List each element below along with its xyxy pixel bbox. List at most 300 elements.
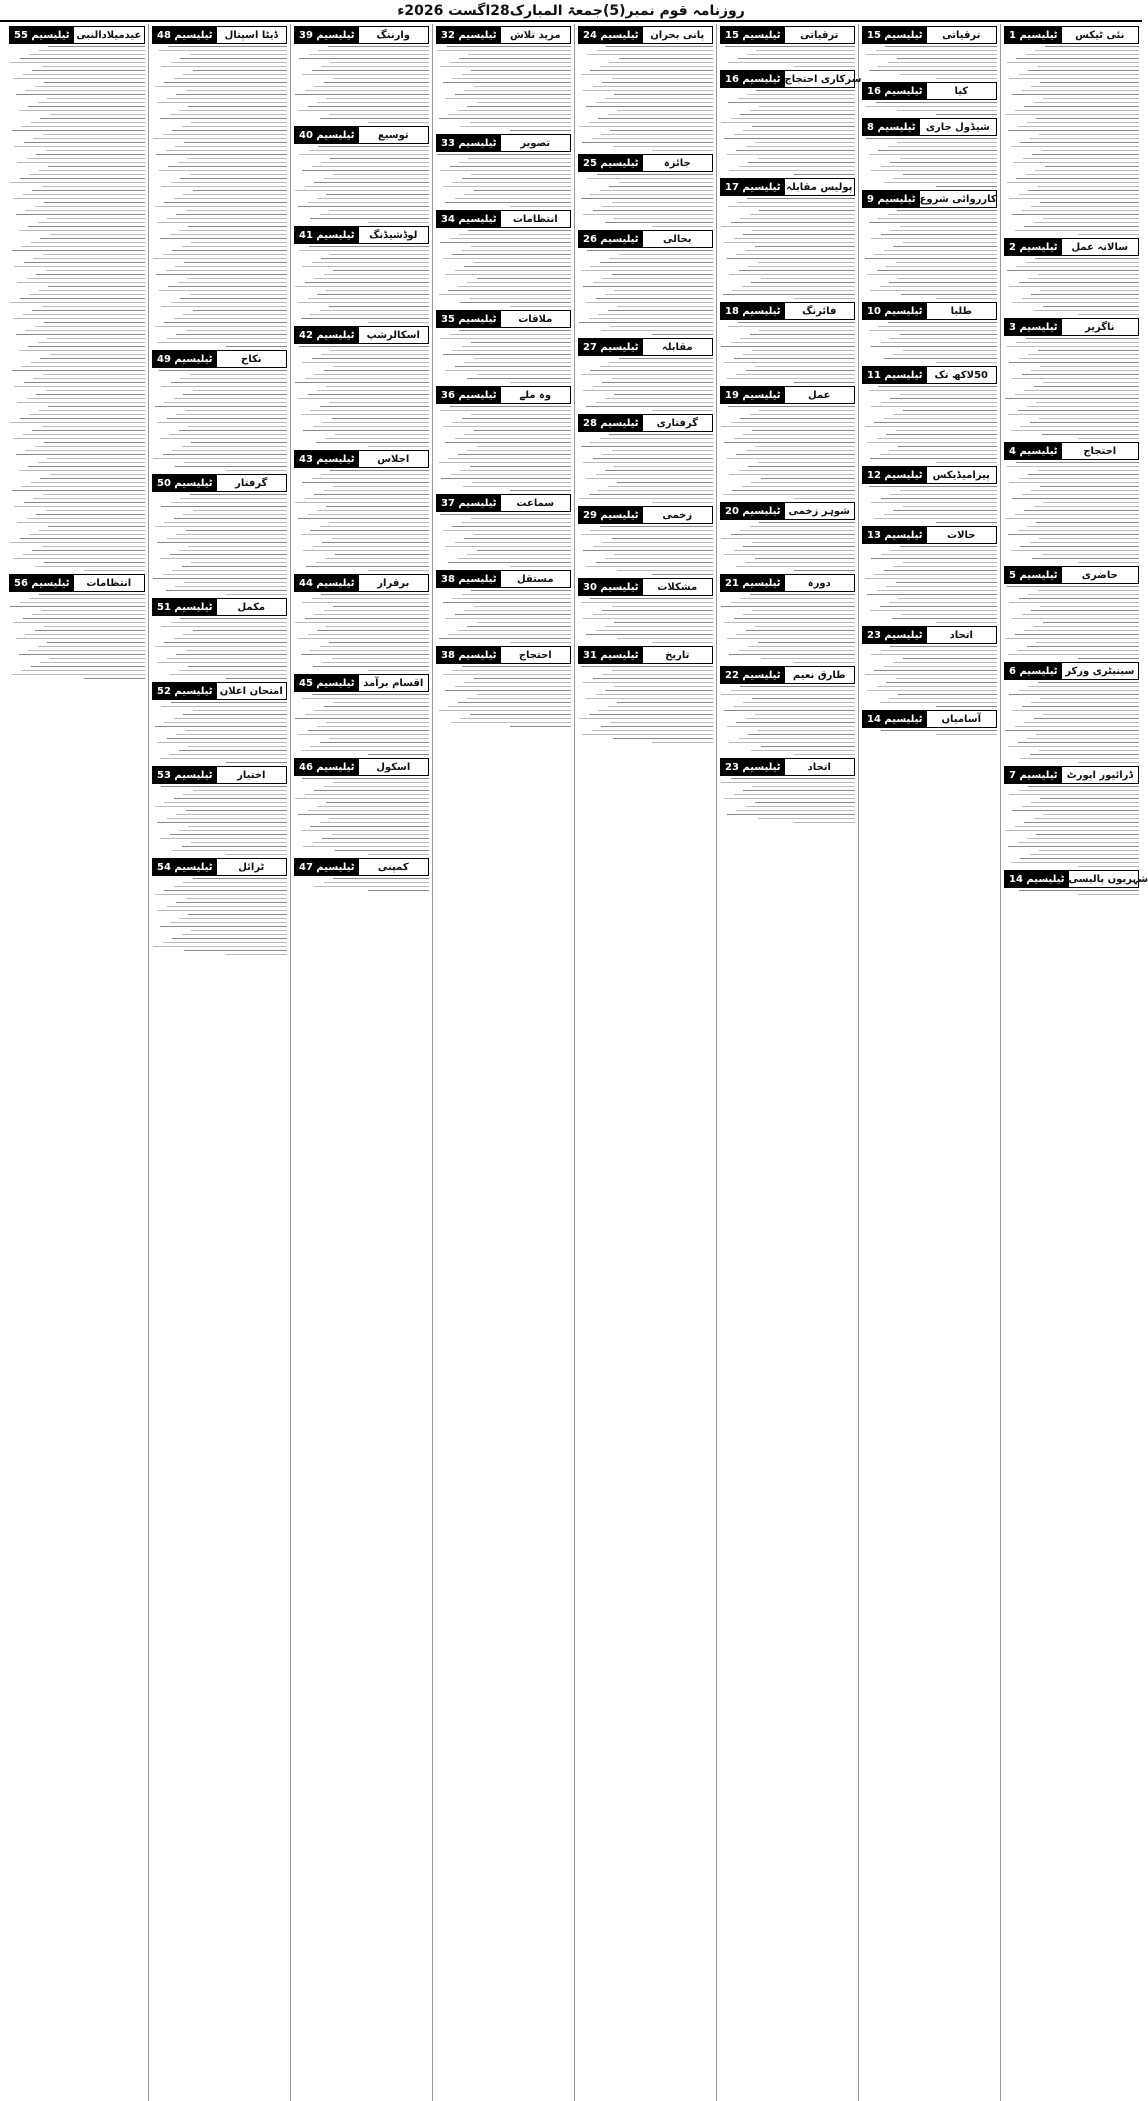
text-line bbox=[329, 642, 429, 643]
brief-body-text bbox=[720, 406, 855, 499]
text-line bbox=[320, 646, 429, 647]
text-line bbox=[1009, 482, 1139, 483]
brief-header bbox=[436, 310, 571, 328]
text-line bbox=[1018, 742, 1140, 743]
text-line bbox=[477, 374, 572, 375]
text-line bbox=[310, 530, 429, 531]
brief-number-tag: ٹیلیسیم 4 bbox=[1005, 443, 1062, 459]
brief-headline: شوہر زخمی bbox=[788, 505, 850, 517]
text-line bbox=[865, 578, 997, 579]
text-line bbox=[652, 642, 713, 643]
brief-headline: برقرار bbox=[377, 577, 410, 589]
text-line bbox=[301, 318, 429, 319]
brief-body-text bbox=[578, 526, 713, 575]
text-line bbox=[586, 698, 713, 699]
brief-body-text bbox=[720, 594, 855, 663]
text-line bbox=[322, 662, 429, 663]
text-line bbox=[898, 278, 997, 279]
text-line bbox=[182, 846, 287, 847]
text-line bbox=[794, 662, 855, 663]
text-line bbox=[166, 270, 288, 271]
text-line bbox=[869, 222, 997, 223]
brief-body-text bbox=[294, 46, 429, 123]
text-line bbox=[589, 122, 713, 123]
text-line bbox=[740, 686, 855, 687]
brief-headline: عمل bbox=[808, 389, 831, 401]
text-line bbox=[893, 354, 997, 355]
brief-header bbox=[862, 626, 997, 644]
brief-body-text bbox=[152, 878, 287, 955]
text-line bbox=[871, 346, 997, 347]
text-line bbox=[171, 302, 287, 303]
text-line bbox=[448, 290, 571, 291]
text-line bbox=[175, 146, 287, 147]
text-line bbox=[314, 182, 429, 183]
brief-header bbox=[436, 210, 571, 228]
text-line bbox=[761, 658, 856, 659]
text-line bbox=[586, 634, 713, 635]
text-line bbox=[600, 190, 713, 191]
text-line bbox=[172, 850, 287, 851]
text-line bbox=[613, 738, 713, 739]
text-line bbox=[17, 522, 145, 523]
text-line bbox=[164, 402, 287, 403]
brief-number-tag: ٹیلیسیم 40 bbox=[295, 127, 359, 143]
text-line bbox=[746, 250, 855, 251]
text-line bbox=[1038, 274, 1139, 275]
text-line bbox=[452, 78, 571, 79]
text-line bbox=[1043, 382, 1139, 383]
text-line bbox=[1024, 722, 1139, 723]
text-line bbox=[1009, 362, 1139, 363]
text-line bbox=[743, 354, 855, 355]
text-line bbox=[586, 406, 713, 407]
text-line bbox=[652, 502, 713, 503]
text-line bbox=[458, 558, 571, 559]
text-line bbox=[176, 654, 287, 655]
text-line bbox=[612, 606, 713, 607]
text-line bbox=[1043, 502, 1139, 503]
text-line bbox=[368, 222, 429, 223]
text-line bbox=[510, 382, 571, 383]
news-column bbox=[1000, 24, 1148, 2101]
text-line bbox=[174, 518, 287, 519]
text-line bbox=[759, 210, 855, 211]
text-line bbox=[724, 138, 855, 139]
text-line bbox=[326, 802, 429, 803]
text-line bbox=[178, 282, 287, 283]
text-line bbox=[471, 70, 571, 71]
text-line bbox=[1036, 642, 1139, 643]
text-line bbox=[20, 58, 145, 59]
text-line bbox=[884, 250, 997, 251]
text-line bbox=[593, 546, 713, 547]
text-line bbox=[176, 814, 287, 815]
text-line bbox=[869, 154, 997, 155]
text-line bbox=[184, 462, 287, 463]
text-line bbox=[462, 346, 571, 347]
text-line bbox=[614, 394, 713, 395]
text-line bbox=[310, 410, 429, 411]
text-line bbox=[721, 694, 855, 695]
text-line bbox=[881, 498, 997, 499]
text-line bbox=[1034, 222, 1139, 223]
text-line bbox=[1035, 50, 1139, 51]
text-line bbox=[474, 430, 571, 431]
text-line bbox=[1030, 138, 1139, 139]
text-line bbox=[16, 334, 145, 335]
text-line bbox=[871, 558, 997, 559]
text-line bbox=[1005, 638, 1139, 639]
brief-header bbox=[152, 766, 287, 784]
text-line bbox=[188, 746, 287, 747]
text-line bbox=[874, 422, 997, 423]
text-line bbox=[1018, 410, 1140, 411]
brief-header bbox=[862, 82, 997, 100]
text-line bbox=[455, 366, 571, 367]
text-line bbox=[333, 486, 429, 487]
text-line bbox=[299, 58, 429, 59]
text-line bbox=[184, 142, 287, 143]
brief-body-text bbox=[1004, 462, 1139, 563]
text-line bbox=[460, 126, 571, 127]
text-line bbox=[467, 554, 571, 555]
text-line bbox=[178, 162, 287, 163]
text-line bbox=[1028, 686, 1139, 687]
text-line bbox=[40, 238, 145, 239]
text-line bbox=[455, 198, 571, 199]
brief-header bbox=[294, 326, 429, 344]
text-line bbox=[477, 550, 572, 551]
text-line bbox=[596, 694, 713, 695]
text-line bbox=[40, 118, 145, 119]
text-line bbox=[877, 438, 997, 439]
text-line bbox=[474, 190, 571, 191]
text-line bbox=[1008, 746, 1139, 747]
text-line bbox=[462, 74, 571, 75]
text-line bbox=[179, 230, 287, 231]
text-line bbox=[878, 326, 997, 327]
text-line bbox=[581, 74, 713, 75]
text-line bbox=[190, 54, 287, 55]
brief-number-tag: ٹیلیسیم 54 bbox=[153, 859, 217, 875]
text-line bbox=[190, 294, 287, 295]
text-line bbox=[298, 302, 429, 303]
text-line bbox=[460, 718, 571, 719]
text-line bbox=[1019, 194, 1139, 195]
text-line bbox=[308, 394, 430, 395]
text-line bbox=[182, 566, 287, 567]
text-line bbox=[755, 246, 855, 247]
text-line bbox=[161, 506, 287, 507]
text-line bbox=[167, 818, 287, 819]
text-line bbox=[321, 258, 429, 259]
text-line bbox=[593, 210, 713, 211]
text-line bbox=[333, 702, 429, 703]
brief-number-tag: ٹیلیسیم 46 bbox=[295, 759, 359, 775]
text-line bbox=[1040, 202, 1139, 203]
text-line bbox=[320, 822, 429, 823]
brief-number-tag: ٹیلیسیم 37 bbox=[437, 495, 501, 511]
brief-body-text bbox=[294, 346, 429, 447]
text-line bbox=[880, 286, 997, 287]
text-line bbox=[605, 690, 713, 691]
text-line bbox=[1008, 534, 1139, 535]
text-line bbox=[462, 594, 571, 595]
text-line bbox=[168, 46, 287, 47]
text-line bbox=[31, 666, 145, 667]
text-line bbox=[893, 510, 997, 511]
text-line bbox=[27, 278, 145, 279]
text-line bbox=[28, 466, 145, 467]
brief-header bbox=[152, 858, 287, 876]
text-line bbox=[898, 694, 997, 695]
brief-headline: ٹرائل bbox=[238, 861, 265, 873]
text-line bbox=[1031, 370, 1139, 371]
text-line bbox=[867, 594, 997, 595]
text-line bbox=[890, 550, 997, 551]
text-line bbox=[1023, 158, 1139, 159]
text-line bbox=[299, 346, 429, 347]
text-line bbox=[903, 410, 998, 411]
text-line bbox=[32, 430, 145, 431]
text-line bbox=[878, 218, 997, 219]
text-line bbox=[936, 362, 997, 363]
text-line bbox=[758, 462, 855, 463]
text-line bbox=[180, 618, 287, 619]
brief-body-text bbox=[436, 666, 571, 727]
text-line bbox=[180, 178, 287, 179]
text-line bbox=[443, 530, 571, 531]
text-line bbox=[613, 146, 713, 147]
brief-header bbox=[1004, 26, 1139, 44]
text-line bbox=[884, 570, 997, 571]
text-line bbox=[1030, 542, 1139, 543]
text-line bbox=[36, 154, 145, 155]
text-line bbox=[1039, 134, 1139, 135]
text-line bbox=[1043, 98, 1139, 99]
text-line bbox=[174, 638, 287, 639]
brief-number-tag: ٹیلیسیم 53 bbox=[153, 767, 217, 783]
brief-headline: انتظامات bbox=[86, 577, 132, 589]
news-brief bbox=[862, 302, 997, 363]
text-line bbox=[459, 58, 571, 59]
text-line bbox=[742, 286, 855, 287]
brief-headline: سرکاری احتجاج bbox=[784, 73, 862, 85]
text-line bbox=[39, 410, 145, 411]
brief-body-text bbox=[152, 370, 287, 471]
text-line bbox=[477, 694, 572, 695]
brief-headline: مکمل bbox=[237, 601, 266, 613]
text-line bbox=[326, 722, 429, 723]
text-line bbox=[193, 510, 288, 511]
text-line bbox=[172, 450, 287, 451]
brief-number-tag: ٹیلیسیم 55 bbox=[10, 27, 74, 43]
news-brief bbox=[294, 858, 429, 891]
brief-number-tag: ٹیلیسیم 29 bbox=[579, 507, 643, 523]
text-line bbox=[50, 658, 145, 659]
text-line bbox=[724, 710, 855, 711]
text-line bbox=[870, 290, 997, 291]
brief-header bbox=[720, 70, 862, 88]
text-line bbox=[321, 474, 429, 475]
text-line bbox=[1005, 830, 1139, 831]
text-line bbox=[731, 222, 855, 223]
text-line bbox=[878, 386, 997, 387]
text-line bbox=[1034, 310, 1139, 311]
text-line bbox=[903, 242, 998, 243]
text-line bbox=[10, 422, 145, 423]
text-line bbox=[752, 542, 855, 543]
text-line bbox=[1007, 270, 1139, 271]
text-line bbox=[731, 534, 855, 535]
brief-body-text bbox=[862, 102, 997, 115]
text-line bbox=[462, 418, 571, 419]
text-line bbox=[743, 130, 855, 131]
text-line bbox=[732, 290, 855, 291]
brief-body-text bbox=[578, 434, 713, 503]
text-line bbox=[602, 82, 713, 83]
text-line bbox=[600, 66, 713, 67]
text-line bbox=[886, 266, 997, 267]
text-line bbox=[19, 470, 145, 471]
brief-body-text bbox=[436, 590, 571, 643]
text-line bbox=[732, 490, 855, 491]
text-line bbox=[180, 298, 287, 299]
brief-body-text bbox=[436, 46, 571, 131]
text-line bbox=[471, 174, 571, 175]
text-line bbox=[1009, 286, 1139, 287]
text-line bbox=[440, 514, 571, 515]
text-line bbox=[14, 386, 145, 387]
text-line bbox=[455, 542, 571, 543]
text-line bbox=[583, 286, 713, 287]
text-line bbox=[748, 162, 855, 163]
text-line bbox=[368, 754, 429, 755]
text-line bbox=[1028, 594, 1139, 595]
text-line bbox=[756, 50, 855, 51]
text-line bbox=[450, 334, 572, 335]
text-line bbox=[25, 90, 145, 91]
brief-body-text bbox=[294, 694, 429, 755]
text-line bbox=[24, 382, 145, 383]
brief-number-tag: ٹیلیسیم 19 bbox=[721, 387, 785, 403]
text-line bbox=[302, 266, 429, 267]
text-line bbox=[179, 110, 287, 111]
text-line bbox=[298, 206, 429, 207]
text-line bbox=[23, 314, 145, 315]
brief-body-text bbox=[862, 646, 997, 707]
text-line bbox=[1020, 142, 1139, 143]
text-line bbox=[740, 530, 855, 531]
text-line bbox=[179, 750, 287, 751]
text-line bbox=[468, 158, 571, 159]
text-line bbox=[186, 650, 287, 651]
text-line bbox=[329, 306, 429, 307]
text-line bbox=[748, 646, 855, 647]
text-line bbox=[305, 186, 429, 187]
text-line bbox=[40, 662, 145, 663]
text-line bbox=[1024, 106, 1139, 107]
text-line bbox=[462, 522, 571, 523]
text-line bbox=[443, 82, 571, 83]
text-line bbox=[614, 290, 713, 291]
text-line bbox=[888, 322, 997, 323]
brief-header bbox=[578, 646, 713, 664]
text-line bbox=[25, 210, 145, 211]
text-line bbox=[1040, 366, 1139, 367]
text-line bbox=[874, 574, 997, 575]
text-line bbox=[1034, 718, 1139, 719]
text-line bbox=[936, 734, 997, 735]
text-line bbox=[748, 266, 855, 267]
text-line bbox=[10, 62, 145, 63]
news-brief bbox=[152, 598, 287, 679]
text-line bbox=[893, 662, 997, 663]
text-line bbox=[936, 622, 997, 623]
text-line bbox=[308, 202, 430, 203]
text-line bbox=[332, 834, 429, 835]
brief-body-text bbox=[862, 546, 997, 623]
text-line bbox=[736, 634, 855, 635]
text-line bbox=[298, 734, 429, 735]
text-line bbox=[587, 54, 713, 55]
text-line bbox=[451, 474, 571, 475]
text-line bbox=[602, 206, 713, 207]
brief-headline: لوڈشیڈنگ bbox=[369, 229, 418, 241]
text-line bbox=[614, 622, 713, 623]
text-line bbox=[889, 282, 997, 283]
text-line bbox=[176, 214, 287, 215]
brief-number-tag: ٹیلیسیم 2 bbox=[1005, 239, 1062, 255]
brief-body-text bbox=[436, 406, 571, 491]
text-line bbox=[328, 46, 429, 47]
text-line bbox=[721, 122, 855, 123]
text-line bbox=[1018, 650, 1140, 651]
text-line bbox=[589, 494, 713, 495]
text-line bbox=[736, 566, 855, 567]
brief-header bbox=[152, 682, 287, 700]
brief-header bbox=[294, 758, 429, 776]
text-line bbox=[21, 670, 145, 671]
text-line bbox=[794, 754, 855, 755]
text-line bbox=[226, 854, 287, 855]
text-line bbox=[188, 826, 287, 827]
brief-headline: اختیار bbox=[237, 769, 266, 781]
text-line bbox=[1027, 406, 1139, 407]
text-line bbox=[728, 62, 855, 63]
text-line bbox=[308, 514, 430, 515]
text-line bbox=[583, 90, 713, 91]
brief-header bbox=[294, 450, 429, 468]
text-line bbox=[881, 554, 997, 555]
text-line bbox=[313, 666, 429, 667]
text-line bbox=[184, 950, 287, 951]
text-line bbox=[1008, 846, 1139, 847]
text-line bbox=[314, 278, 429, 279]
text-line bbox=[455, 686, 571, 687]
text-line bbox=[1022, 374, 1139, 375]
text-line bbox=[583, 682, 713, 683]
text-line bbox=[652, 410, 713, 411]
brief-headline: احتجاج bbox=[518, 649, 552, 661]
brief-body-text bbox=[294, 470, 429, 571]
text-line bbox=[614, 218, 713, 219]
text-line bbox=[1045, 46, 1140, 47]
text-line bbox=[329, 738, 429, 739]
text-line bbox=[609, 62, 713, 63]
text-line bbox=[1039, 850, 1139, 851]
